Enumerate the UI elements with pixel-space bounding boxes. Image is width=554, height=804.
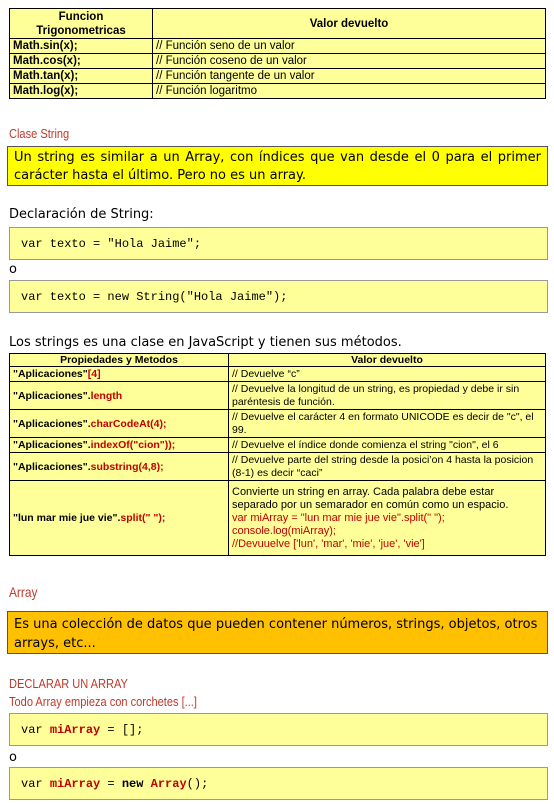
trig-desc: // Función logaritmo <box>153 84 546 99</box>
code-keyword-new: new <box>121 777 144 791</box>
method-member: length <box>90 389 123 402</box>
method-desc: // Devuelve parte del string desde la posici’on 4 hasta la posicion (8-1) es decir “caci” <box>229 453 546 481</box>
or-label: o <box>9 262 17 277</box>
method-member: substring(4,8); <box>90 460 164 473</box>
split-code-line: console.log(miArray); <box>232 524 336 537</box>
trig-desc: // Función seno de un valor <box>153 39 546 54</box>
trig-header-method: Funcion Trigonometricas <box>10 9 153 39</box>
code-line: var texto = "Hola Jaime"; <box>21 237 202 251</box>
split-code-line: //Devuuelve ['lun', 'mar', 'mie', 'jue', 'vie'] <box>232 537 425 550</box>
declaration-label: Declaración de String: <box>9 207 154 222</box>
code-line <box>21 723 143 737</box>
split-code-line: var miArray = "lun mar mie jue vie".split(" "); <box>232 511 445 524</box>
or-label: o <box>9 750 17 765</box>
method-member: split(" "); <box>120 512 166 524</box>
trig-method: Math.tan(x); <box>10 69 153 84</box>
string-methods-table <box>9 353 546 556</box>
declare-array-subheading: Todo Array empieza con corchetes [...] <box>9 694 197 709</box>
string-intro-text: Un string es similar a un Array, con índices que van desde el 0 para el primer carácter hasta el último. Pero no es un array. <box>14 150 541 183</box>
method-cell <box>10 481 229 556</box>
trig-desc: // Función tangente de un valor <box>153 69 546 84</box>
method-member: charCodeAt(4); <box>90 417 167 430</box>
method-object: "Aplicaciones". <box>13 417 91 430</box>
code-identifier: miArray <box>49 777 101 791</box>
code-op: = <box>100 777 122 791</box>
trig-table <box>9 8 546 99</box>
code-keyword: var <box>21 723 43 737</box>
trig-method: Math.log(x); <box>10 84 153 99</box>
code-rest: = []; <box>100 723 144 737</box>
array-intro-text: Es una colección de datos que pueden contener números, strings, objetos, otros arrays, etc... <box>14 617 538 651</box>
methods-label: Los strings es una clase en JavaScript y tienen sus métodos. <box>9 335 402 350</box>
method-object: "Aplicaciones". <box>13 460 91 473</box>
split-desc: Convierte un string en array. Cada palabra debe estar separado por un semarador en común como un espacio. <box>232 485 509 511</box>
section-heading-array: Array <box>9 584 38 600</box>
method-desc: // Devuelve el carácter 4 en formato UNICODE es decir de "c", el 99. <box>229 410 546 438</box>
code-end: (); <box>186 777 209 791</box>
method-cell <box>10 453 229 481</box>
method-object: "Aplicaciones" <box>13 368 88 380</box>
method-object: "lun mar mie jue vie". <box>13 512 121 524</box>
methods-header-props: Propiedades y Metodos <box>10 354 229 367</box>
methods-header-value: Valor devuelto <box>229 354 546 367</box>
section-heading-string: Clase String <box>9 126 70 141</box>
trig-method: Math.sin(x); <box>10 39 153 54</box>
method-cell <box>10 410 229 438</box>
method-cell <box>10 438 229 453</box>
method-desc: // Devuelve “c” <box>229 367 546 382</box>
code-line: var texto = new String("Hola Jaime"); <box>21 290 288 304</box>
code-identifier: miArray <box>49 723 101 737</box>
code-keyword: var <box>21 777 43 791</box>
array-intro-box <box>7 611 548 654</box>
method-desc: // Devuelve la longitud de un string, es propiedad y debe ir sin paréntesis de función. <box>229 382 546 410</box>
trig-header-value: Valor devuelto <box>153 9 546 39</box>
string-intro-box <box>7 146 548 186</box>
trig-desc: // Función coseno de un valor <box>153 54 546 69</box>
code-box-array-1 <box>9 713 548 746</box>
code-box-string-1 <box>9 227 548 260</box>
method-object: "Aplicaciones". <box>13 439 91 451</box>
method-member: [4] <box>87 368 101 380</box>
method-object: "Aplicaciones". <box>13 389 91 402</box>
method-member: indexOf("cion")); <box>90 439 176 451</box>
declare-array-heading: DECLARAR UN ARRAY <box>9 676 128 691</box>
method-desc <box>229 481 546 556</box>
method-desc: // Devuelve el índice donde comienza el string "cion", el 6 <box>229 438 546 453</box>
method-cell <box>10 367 229 382</box>
method-cell <box>10 382 229 410</box>
trig-method: Math.cos(x); <box>10 54 153 69</box>
code-line <box>21 777 208 791</box>
code-class: Array <box>150 777 187 791</box>
code-box-array-2 <box>9 767 548 800</box>
code-box-string-2 <box>9 280 548 313</box>
